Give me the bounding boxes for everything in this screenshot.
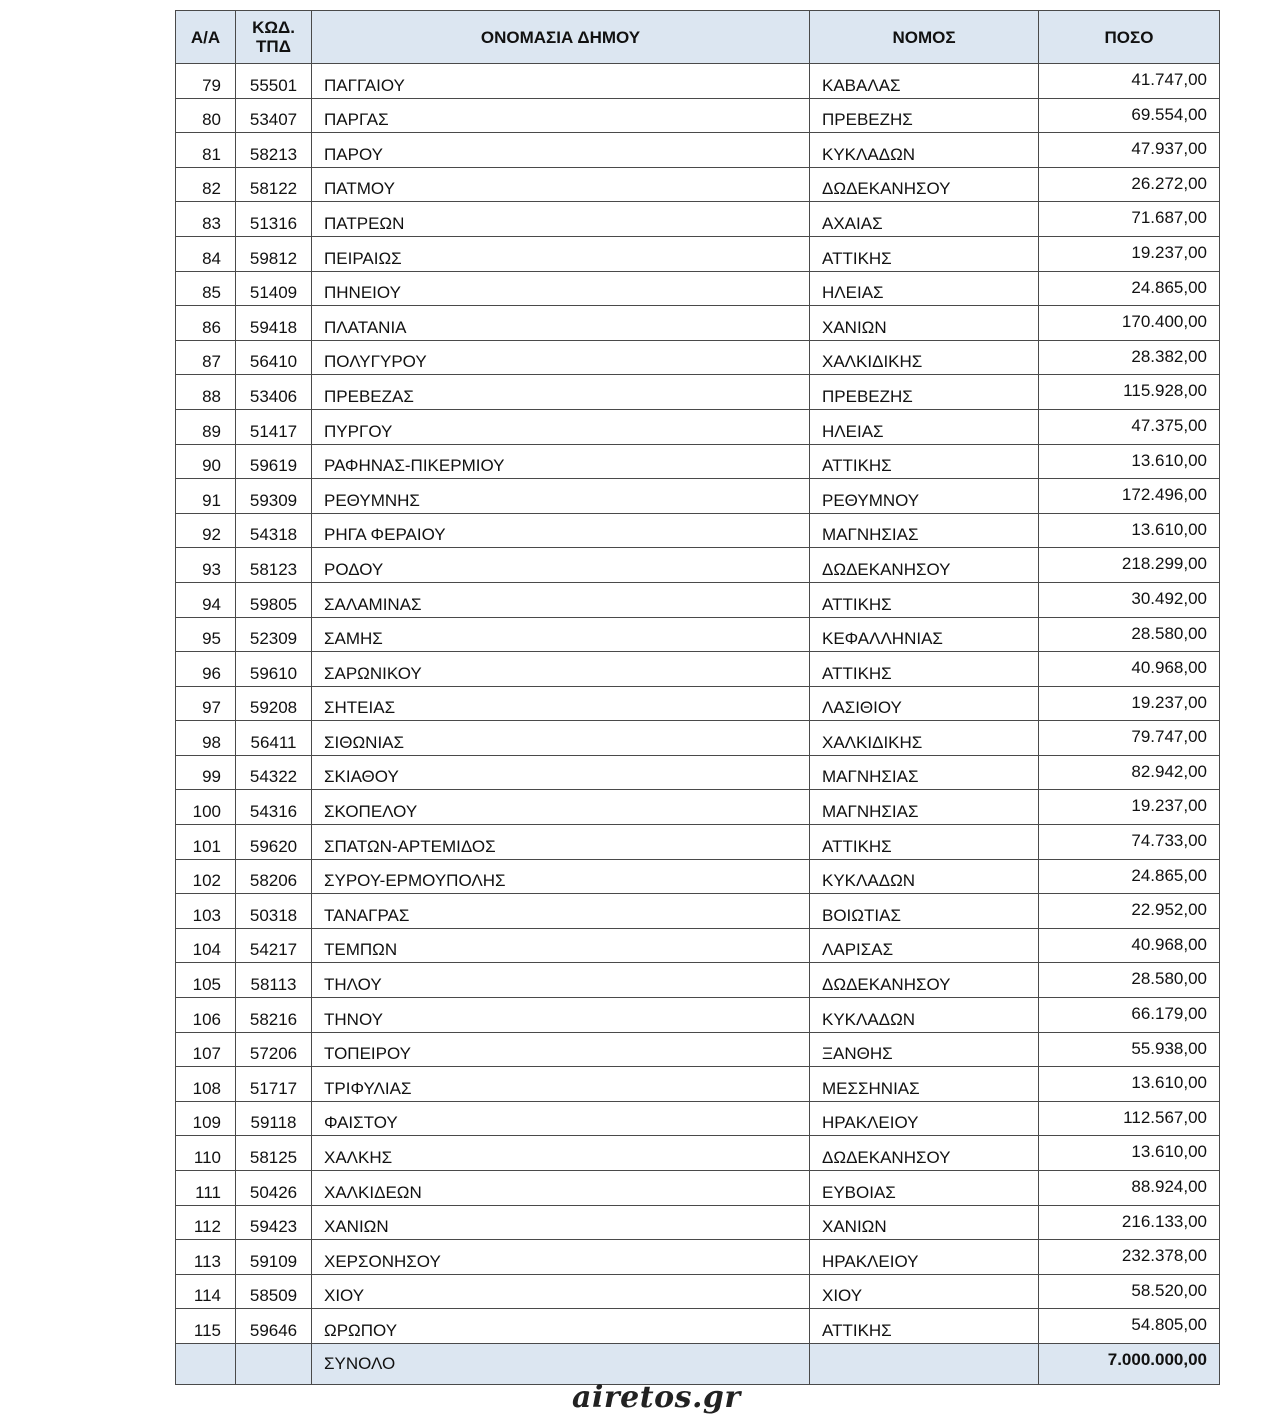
- row-aa: 102: [176, 859, 236, 894]
- row-aa: 100: [176, 790, 236, 825]
- table-row: [176, 409, 1220, 444]
- table-row: [176, 1274, 1220, 1309]
- row-code: 59418: [236, 306, 312, 341]
- row-municipality: ΦΑΙΣΤΟΥ: [312, 1101, 810, 1136]
- row-code: 59620: [236, 825, 312, 860]
- row-amount: 40.968,00: [1039, 928, 1220, 963]
- row-aa: 101: [176, 825, 236, 860]
- row-aa: 79: [176, 64, 236, 99]
- header-nomos: ΝΟΜΟΣ: [810, 11, 1039, 64]
- header-aa: Α/Α: [176, 11, 236, 64]
- header-name: ΟΝΟΜΑΣΙΑ ΔΗΜΟΥ: [312, 11, 810, 64]
- row-municipality: ΣΚΟΠΕΛΟΥ: [312, 790, 810, 825]
- row-aa: 81: [176, 133, 236, 168]
- row-amount: 13.610,00: [1039, 444, 1220, 479]
- table-row: [176, 444, 1220, 479]
- row-prefecture: ΔΩΔΕΚΑΝΗΣΟΥ: [810, 167, 1039, 202]
- row-code: 55501: [236, 64, 312, 99]
- row-code: 51417: [236, 409, 312, 444]
- row-municipality: ΤΟΠΕΙΡΟΥ: [312, 1032, 810, 1067]
- table-row: [176, 64, 1220, 99]
- row-code: 53406: [236, 375, 312, 410]
- row-code: 59610: [236, 652, 312, 687]
- row-municipality: ΧΑΛΚΗΣ: [312, 1136, 810, 1171]
- table-body: [176, 64, 1220, 1344]
- row-prefecture: ΑΤΤΙΚΗΣ: [810, 1309, 1039, 1344]
- row-amount: 22.952,00: [1039, 894, 1220, 929]
- row-code: 59646: [236, 1309, 312, 1344]
- row-amount: 24.865,00: [1039, 271, 1220, 306]
- table-row: [176, 686, 1220, 721]
- row-prefecture: ΧΑΝΙΩΝ: [810, 306, 1039, 341]
- row-code: 54316: [236, 790, 312, 825]
- row-prefecture: ΗΛΕΙΑΣ: [810, 271, 1039, 306]
- row-prefecture: ΗΛΕΙΑΣ: [810, 409, 1039, 444]
- row-municipality: ΧΙΟΥ: [312, 1274, 810, 1309]
- row-municipality: ΠΗΝΕΙΟΥ: [312, 271, 810, 306]
- header-code: [236, 11, 312, 64]
- row-municipality: ΠΡΕΒΕΖΑΣ: [312, 375, 810, 410]
- row-prefecture: ΧΑΛΚΙΔΙΚΗΣ: [810, 721, 1039, 756]
- row-municipality: ΣΑΜΗΣ: [312, 617, 810, 652]
- row-code: 58216: [236, 998, 312, 1033]
- row-aa: 99: [176, 755, 236, 790]
- row-aa: 113: [176, 1240, 236, 1275]
- row-prefecture: ΜΑΓΝΗΣΙΑΣ: [810, 755, 1039, 790]
- row-code: 56411: [236, 721, 312, 756]
- header-code-line2: ΤΠΔ: [256, 37, 291, 56]
- row-amount: 74.733,00: [1039, 825, 1220, 860]
- row-municipality: ΤΡΙΦΥΛΙΑΣ: [312, 1067, 810, 1102]
- row-prefecture: ΜΑΓΝΗΣΙΑΣ: [810, 513, 1039, 548]
- row-prefecture: ΧΙΟΥ: [810, 1274, 1039, 1309]
- total-label: ΣΥΝΟΛΟ: [312, 1343, 810, 1384]
- row-municipality: ΠΑΡΟΥ: [312, 133, 810, 168]
- row-prefecture: ΚΥΚΛΑΔΩΝ: [810, 859, 1039, 894]
- row-aa: 91: [176, 479, 236, 514]
- row-municipality: ΣΗΤΕΙΑΣ: [312, 686, 810, 721]
- table-row: [176, 963, 1220, 998]
- row-aa: 103: [176, 894, 236, 929]
- row-municipality: ΠΛΑΤΑΝΙΑ: [312, 306, 810, 341]
- row-municipality: ΧΕΡΣΟΝΗΣΟΥ: [312, 1240, 810, 1275]
- row-aa: 93: [176, 548, 236, 583]
- row-prefecture: ΑΤΤΙΚΗΣ: [810, 444, 1039, 479]
- row-prefecture: ΚΥΚΛΑΔΩΝ: [810, 998, 1039, 1033]
- row-amount: 115.928,00: [1039, 375, 1220, 410]
- row-municipality: ΠΥΡΓΟΥ: [312, 409, 810, 444]
- row-prefecture: ΔΩΔΕΚΑΝΗΣΟΥ: [810, 963, 1039, 998]
- row-municipality: ΠΑΓΓΑΙΟΥ: [312, 64, 810, 99]
- table-row: [176, 894, 1220, 929]
- row-code: 59109: [236, 1240, 312, 1275]
- row-code: 59118: [236, 1101, 312, 1136]
- row-municipality: ΣΥΡΟΥ-ΕΡΜΟΥΠΟΛΗΣ: [312, 859, 810, 894]
- table-row: [176, 1032, 1220, 1067]
- row-aa: 104: [176, 928, 236, 963]
- table-row: [176, 271, 1220, 306]
- total-row: [176, 1343, 1220, 1384]
- row-prefecture: ΧΑΛΚΙΔΙΚΗΣ: [810, 340, 1039, 375]
- row-prefecture: ΑΤΤΙΚΗΣ: [810, 825, 1039, 860]
- row-municipality: ΣΠΑΤΩΝ-ΑΡΤΕΜΙΔΟΣ: [312, 825, 810, 860]
- row-amount: 54.805,00: [1039, 1309, 1220, 1344]
- header-code-line1: ΚΩΔ.: [252, 18, 295, 37]
- row-amount: 30.492,00: [1039, 582, 1220, 617]
- row-code: 58125: [236, 1136, 312, 1171]
- row-prefecture: ΚΥΚΛΑΔΩΝ: [810, 133, 1039, 168]
- row-amount: 19.237,00: [1039, 236, 1220, 271]
- allocation-table: [175, 10, 1220, 1385]
- row-aa: 80: [176, 98, 236, 133]
- row-code: 59805: [236, 582, 312, 617]
- row-amount: 28.580,00: [1039, 963, 1220, 998]
- row-municipality: ΠΕΙΡΑΙΩΣ: [312, 236, 810, 271]
- row-code: 51717: [236, 1067, 312, 1102]
- row-amount: 28.382,00: [1039, 340, 1220, 375]
- table-row: [176, 998, 1220, 1033]
- row-municipality: ΡΑΦΗΝΑΣ-ΠΙΚΕΡΜΙΟΥ: [312, 444, 810, 479]
- table-row: [176, 1309, 1220, 1344]
- row-amount: 112.567,00: [1039, 1101, 1220, 1136]
- row-code: 58509: [236, 1274, 312, 1309]
- row-aa: 95: [176, 617, 236, 652]
- row-municipality: ΤΗΝΟΥ: [312, 998, 810, 1033]
- row-amount: 69.554,00: [1039, 98, 1220, 133]
- row-municipality: ΣΑΡΩΝΙΚΟΥ: [312, 652, 810, 687]
- row-prefecture: ΞΑΝΘΗΣ: [810, 1032, 1039, 1067]
- row-amount: 19.237,00: [1039, 686, 1220, 721]
- row-code: 59423: [236, 1205, 312, 1240]
- table-row: [176, 133, 1220, 168]
- row-code: 53407: [236, 98, 312, 133]
- row-prefecture: ΛΑΣΙΘΙΟΥ: [810, 686, 1039, 721]
- table-row: [176, 202, 1220, 237]
- row-municipality: ΤΗΛΟΥ: [312, 963, 810, 998]
- row-prefecture: ΗΡΑΚΛΕΙΟΥ: [810, 1240, 1039, 1275]
- row-municipality: ΡΗΓΑ ΦΕΡΑΙΟΥ: [312, 513, 810, 548]
- row-aa: 114: [176, 1274, 236, 1309]
- row-amount: 172.496,00: [1039, 479, 1220, 514]
- row-code: 59208: [236, 686, 312, 721]
- row-aa: 90: [176, 444, 236, 479]
- table-row: [176, 790, 1220, 825]
- row-prefecture: ΑΤΤΙΚΗΣ: [810, 236, 1039, 271]
- row-amount: 24.865,00: [1039, 859, 1220, 894]
- row-aa: 87: [176, 340, 236, 375]
- row-aa: 106: [176, 998, 236, 1033]
- row-prefecture: ΔΩΔΕΚΑΝΗΣΟΥ: [810, 548, 1039, 583]
- row-code: 52309: [236, 617, 312, 652]
- row-prefecture: ΕΥΒΟΙΑΣ: [810, 1171, 1039, 1206]
- row-prefecture: ΜΕΣΣΗΝΙΑΣ: [810, 1067, 1039, 1102]
- table-row: [176, 236, 1220, 271]
- row-municipality: ΡΟΔΟΥ: [312, 548, 810, 583]
- row-amount: 13.610,00: [1039, 513, 1220, 548]
- row-municipality: ΧΑΝΙΩΝ: [312, 1205, 810, 1240]
- row-municipality: ΣΚΙΑΘΟΥ: [312, 755, 810, 790]
- total-nomos-cell: [810, 1343, 1039, 1384]
- row-municipality: ΣΑΛΑΜΙΝΑΣ: [312, 582, 810, 617]
- table-row: [176, 652, 1220, 687]
- row-amount: 88.924,00: [1039, 1171, 1220, 1206]
- row-prefecture: ΧΑΝΙΩΝ: [810, 1205, 1039, 1240]
- row-aa: 97: [176, 686, 236, 721]
- total-code-cell: [236, 1343, 312, 1384]
- row-aa: 86: [176, 306, 236, 341]
- row-prefecture: ΑΤΤΙΚΗΣ: [810, 652, 1039, 687]
- table-row: [176, 306, 1220, 341]
- row-amount: 13.610,00: [1039, 1136, 1220, 1171]
- row-amount: 170.400,00: [1039, 306, 1220, 341]
- table-row: [176, 755, 1220, 790]
- table-row: [176, 859, 1220, 894]
- row-amount: 19.237,00: [1039, 790, 1220, 825]
- row-prefecture: ΚΑΒΑΛΑΣ: [810, 64, 1039, 99]
- row-prefecture: ΗΡΑΚΛΕΙΟΥ: [810, 1101, 1039, 1136]
- row-municipality: ΠΑΤΡΕΩΝ: [312, 202, 810, 237]
- table-row: [176, 721, 1220, 756]
- row-code: 58113: [236, 963, 312, 998]
- row-amount: 218.299,00: [1039, 548, 1220, 583]
- row-aa: 112: [176, 1205, 236, 1240]
- row-amount: 66.179,00: [1039, 998, 1220, 1033]
- row-code: 51409: [236, 271, 312, 306]
- row-prefecture: ΒΟΙΩΤΙΑΣ: [810, 894, 1039, 929]
- row-aa: 108: [176, 1067, 236, 1102]
- row-prefecture: ΔΩΔΕΚΑΝΗΣΟΥ: [810, 1136, 1039, 1171]
- row-aa: 110: [176, 1136, 236, 1171]
- table-row: [176, 98, 1220, 133]
- row-municipality: ΠΑΡΓΑΣ: [312, 98, 810, 133]
- table-row: [176, 513, 1220, 548]
- total-aa-cell: [176, 1343, 236, 1384]
- table-row: [176, 1205, 1220, 1240]
- row-code: 51316: [236, 202, 312, 237]
- row-amount: 28.580,00: [1039, 617, 1220, 652]
- row-municipality: ΠΑΤΜΟΥ: [312, 167, 810, 202]
- row-municipality: ΤΑΝΑΓΡΑΣ: [312, 894, 810, 929]
- row-code: 58213: [236, 133, 312, 168]
- row-aa: 109: [176, 1101, 236, 1136]
- table-row: [176, 1240, 1220, 1275]
- row-prefecture: ΠΡΕΒΕΖΗΣ: [810, 375, 1039, 410]
- row-code: 54322: [236, 755, 312, 790]
- row-amount: 82.942,00: [1039, 755, 1220, 790]
- table-row: [176, 479, 1220, 514]
- row-municipality: ΣΙΘΩΝΙΑΣ: [312, 721, 810, 756]
- row-code: 59812: [236, 236, 312, 271]
- row-prefecture: ΑΤΤΙΚΗΣ: [810, 582, 1039, 617]
- row-municipality: ΠΟΛΥΓΥΡΟΥ: [312, 340, 810, 375]
- row-code: 59619: [236, 444, 312, 479]
- row-aa: 96: [176, 652, 236, 687]
- watermark-logo: airetos.gr: [572, 1380, 741, 1415]
- row-aa: 115: [176, 1309, 236, 1344]
- row-code: 50318: [236, 894, 312, 929]
- table-row: [176, 548, 1220, 583]
- row-prefecture: ΡΕΘΥΜΝΟΥ: [810, 479, 1039, 514]
- row-aa: 82: [176, 167, 236, 202]
- row-municipality: ΧΑΛΚΙΔΕΩΝ: [312, 1171, 810, 1206]
- row-amount: 41.747,00: [1039, 64, 1220, 99]
- table-row: [176, 1101, 1220, 1136]
- row-prefecture: ΜΑΓΝΗΣΙΑΣ: [810, 790, 1039, 825]
- row-prefecture: ΠΡΕΒΕΖΗΣ: [810, 98, 1039, 133]
- row-amount: 40.968,00: [1039, 652, 1220, 687]
- row-amount: 58.520,00: [1039, 1274, 1220, 1309]
- row-amount: 232.378,00: [1039, 1240, 1220, 1275]
- table-header: [176, 11, 1220, 64]
- row-municipality: ΩΡΩΠΟΥ: [312, 1309, 810, 1344]
- table-row: [176, 1067, 1220, 1102]
- table-row: [176, 340, 1220, 375]
- row-code: 58122: [236, 167, 312, 202]
- header-poso: ΠΟΣΟ: [1039, 11, 1220, 64]
- row-code: 58206: [236, 859, 312, 894]
- row-aa: 85: [176, 271, 236, 306]
- table-row: [176, 617, 1220, 652]
- row-aa: 111: [176, 1171, 236, 1206]
- row-code: 57206: [236, 1032, 312, 1067]
- row-aa: 88: [176, 375, 236, 410]
- row-amount: 216.133,00: [1039, 1205, 1220, 1240]
- table-row: [176, 928, 1220, 963]
- table-row: [176, 1136, 1220, 1171]
- row-aa: 105: [176, 963, 236, 998]
- table-row: [176, 825, 1220, 860]
- table-row: [176, 582, 1220, 617]
- row-aa: 83: [176, 202, 236, 237]
- total-amount: 7.000.000,00: [1039, 1343, 1220, 1384]
- row-amount: 55.938,00: [1039, 1032, 1220, 1067]
- row-aa: 84: [176, 236, 236, 271]
- row-aa: 92: [176, 513, 236, 548]
- row-aa: 98: [176, 721, 236, 756]
- row-amount: 47.375,00: [1039, 409, 1220, 444]
- table-row: [176, 167, 1220, 202]
- row-code: 59309: [236, 479, 312, 514]
- row-aa: 107: [176, 1032, 236, 1067]
- row-code: 56410: [236, 340, 312, 375]
- row-prefecture: ΚΕΦΑΛΛΗΝΙΑΣ: [810, 617, 1039, 652]
- row-aa: 89: [176, 409, 236, 444]
- table-row: [176, 375, 1220, 410]
- row-amount: 71.687,00: [1039, 202, 1220, 237]
- row-municipality: ΤΕΜΠΩΝ: [312, 928, 810, 963]
- row-prefecture: ΑΧΑΙΑΣ: [810, 202, 1039, 237]
- row-code: 50426: [236, 1171, 312, 1206]
- row-amount: 47.937,00: [1039, 133, 1220, 168]
- row-code: 54318: [236, 513, 312, 548]
- table-row: [176, 1171, 1220, 1206]
- row-code: 58123: [236, 548, 312, 583]
- row-code: 54217: [236, 928, 312, 963]
- row-amount: 26.272,00: [1039, 167, 1220, 202]
- row-amount: 13.610,00: [1039, 1067, 1220, 1102]
- row-aa: 94: [176, 582, 236, 617]
- row-municipality: ΡΕΘΥΜΝΗΣ: [312, 479, 810, 514]
- row-prefecture: ΛΑΡΙΣΑΣ: [810, 928, 1039, 963]
- row-amount: 79.747,00: [1039, 721, 1220, 756]
